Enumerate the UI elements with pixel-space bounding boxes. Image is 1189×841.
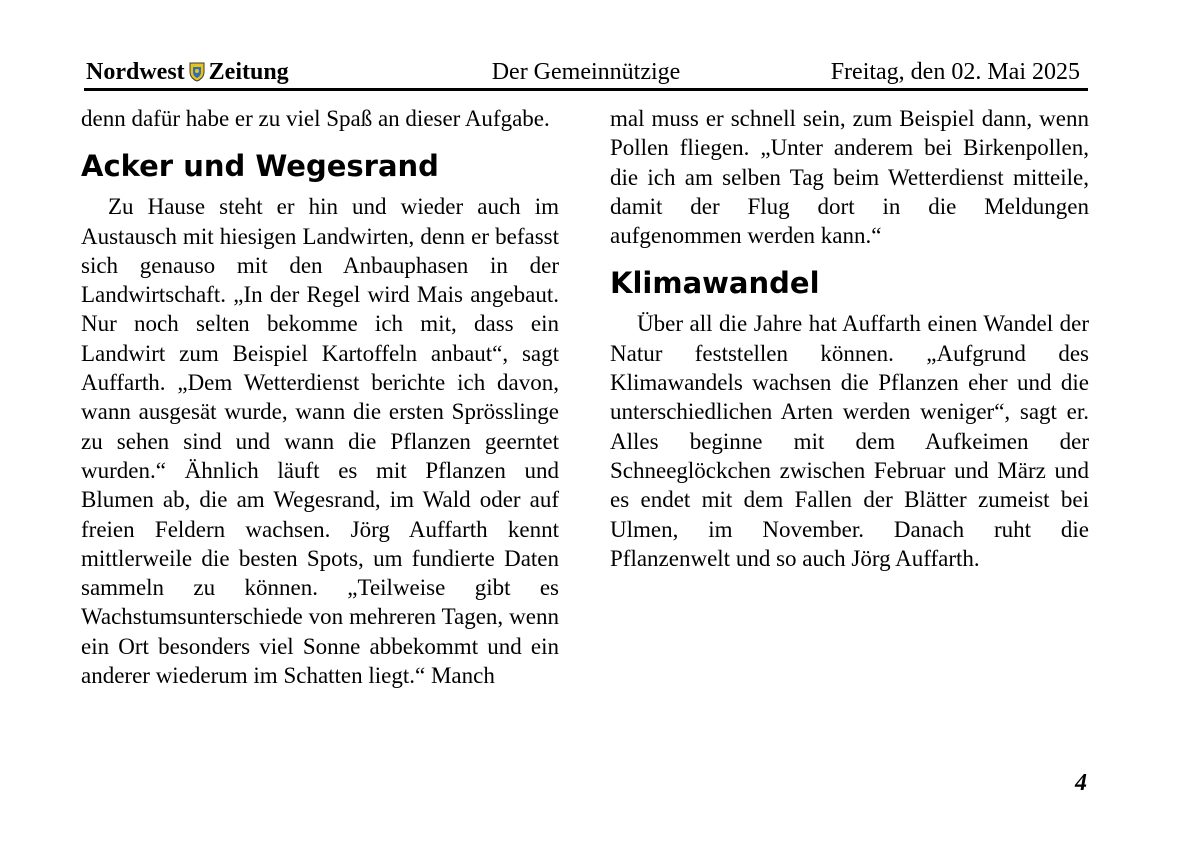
page-header [84, 58, 1088, 91]
page-number: 4 [1075, 770, 1087, 796]
section-heading: Klimawandel [610, 266, 820, 301]
body-paragraph: Zu Hause steht er hin und wieder auch im Austausch mit hiesigen Landwirten, denn er befasst sich genauso mit den Anbauphasen in der Landwirtschaft. „In der Regel wird Mais angebaut. Nur noch selten bekomme ich mit, dass ein Landwirt zum Beispiel Kartoffeln anbaut“, sagt Auffarth. „Dem Wetterdienst berichte ich davon, wann ausgesät wurde, wann die ersten Sprösslinge zu sehen sind und wann die Pflanzen geerntet wurden.“ Ähnlich läuft es mit Pflanzen und Blumen ab, die am Wegesrand, im Wald oder auf freien Feldern wachsen. Jörg Auffarth kennt mittlerweile die besten Spots, um fundierte Daten sammeln zu können. „Teilweise gibt es Wachstumsunterschiede von mehreren Tagen, wenn ein Ort besonders viel Sonne abbekommt und ein anderer wiederum im Schatten liegt.“ Manch [81, 194, 559, 689]
right-column [610, 104, 1089, 573]
issue-date: Freitag, den 02. Mai 2025 [830, 59, 1080, 85]
continued-text: denn dafür habe er zu viel Spaß an dieser Aufgabe. [81, 106, 550, 131]
body-paragraph: Über all die Jahre hat Auffarth einen Wandel der Natur feststellen können. „Aufgrund des Klimawandels wachsen die Pflanzen eher und die unterschiedlichen Arten werden weniger“, sagt er. Alles beginne mit dem Aufkeimen der Schneeglöckchen zwischen Februar und März und es endet mit dem Fallen der Blätter zumeist bei Ulmen, im November. Danach ruht die Pflanzenwelt und so auch Jörg Auffarth. [610, 311, 1089, 571]
masthead-left: Nordwest [86, 59, 185, 85]
continued-text: mal muss er schnell sein, zum Beispiel dann, wenn Pollen fliegen. „Unter anderem bei Birkenpollen, die ich am selben Tag beim Wetterdienst mitteile, damit der Flug dort in die Meldungen aufgenommen werden kann.“ [610, 106, 1089, 249]
masthead-right: Zeitung [208, 59, 289, 85]
section-heading: Acker und Wegesrand [81, 149, 439, 184]
left-column [81, 104, 559, 690]
publication-title: Der Gemeinnützige [491, 59, 681, 85]
